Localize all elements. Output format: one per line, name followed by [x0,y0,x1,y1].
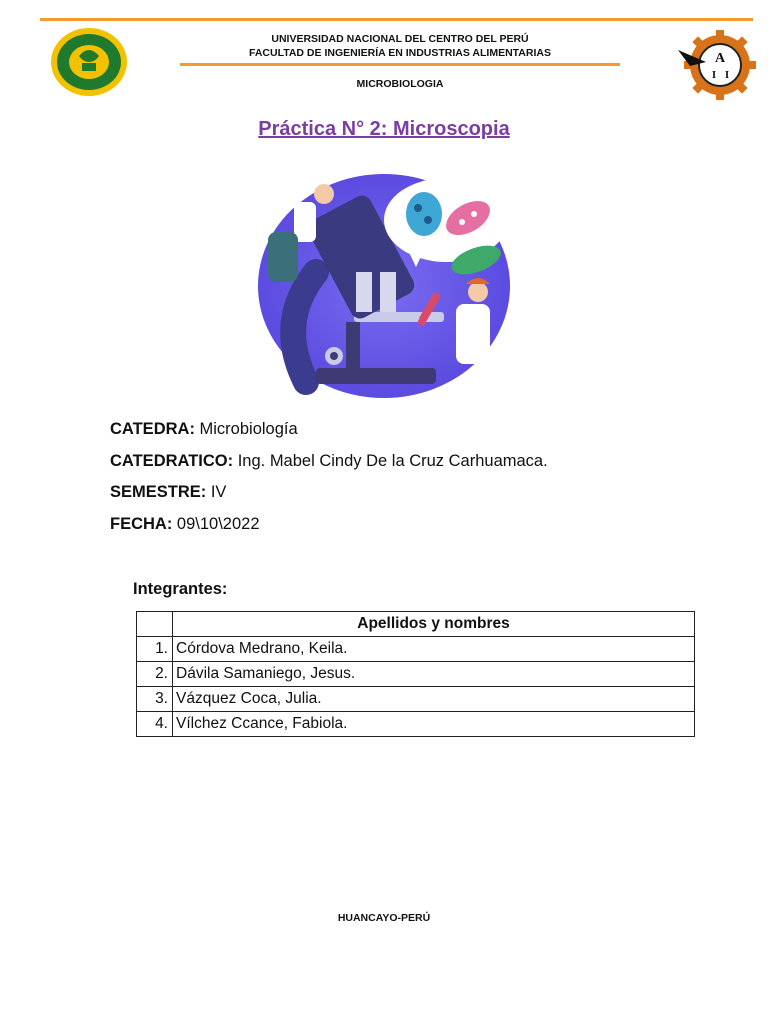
semestre-line [110,483,226,502]
row-number: 4. [137,712,173,737]
catedra-label: CATEDRA: [110,420,195,438]
table-row [137,637,695,662]
faculty-gear-logo [676,30,756,100]
number-header-cell [137,612,173,637]
catedratico-line [110,452,548,471]
footer-location: HUANCAYO-PERÚ [337,912,431,924]
name-header-cell: Apellidos y nombres [173,612,695,637]
table-row [137,712,695,737]
faculty-name: FACULTAD DE INGENIERÍA EN INDUSTRIAS ALIMENTARIAS [249,47,551,59]
catedratico-label: CATEDRATICO: [110,452,234,470]
header-rule [180,63,620,66]
microscope-scientists-illustration [256,172,514,404]
semestre-value: IV [206,483,227,501]
members-heading: Integrantes: [133,580,228,598]
catedra-line [110,420,298,439]
table-header-row [137,612,695,637]
row-number: 1. [137,637,173,662]
member-name: Vílchez Ccance, Fabiola. [173,712,695,737]
university-seal-logo [49,26,129,98]
title-text: Práctica N° 2: Microscopia [258,118,510,140]
table-row [137,662,695,687]
svg-text:I: I [711,69,717,81]
catedratico-value: Ing. Mabel Cindy De la Cruz Carhuamaca. [233,452,548,470]
table-row [137,687,695,712]
fecha-label: FECHA: [110,515,173,533]
top-rule [40,18,753,21]
svg-text:I: I [724,69,730,81]
members-table [136,611,695,737]
course-name: MICROBIOLOGIA [356,78,444,90]
semestre-label: SEMESTRE: [110,483,207,501]
page-title [0,118,768,141]
row-number: 2. [137,662,173,687]
fecha-value: 09\10\2022 [172,515,260,533]
svg-text:A: A [714,51,726,66]
catedra-value: Microbiología [194,420,298,438]
fecha-line [110,515,260,534]
member-name: Vázquez Coca, Julia. [173,687,695,712]
member-name: Dávila Samaniego, Jesus. [173,662,695,687]
university-name: UNIVERSIDAD NACIONAL DEL CENTRO DEL PERÚ [271,33,529,45]
row-number: 3. [137,687,173,712]
member-name: Córdova Medrano, Keila. [173,637,695,662]
